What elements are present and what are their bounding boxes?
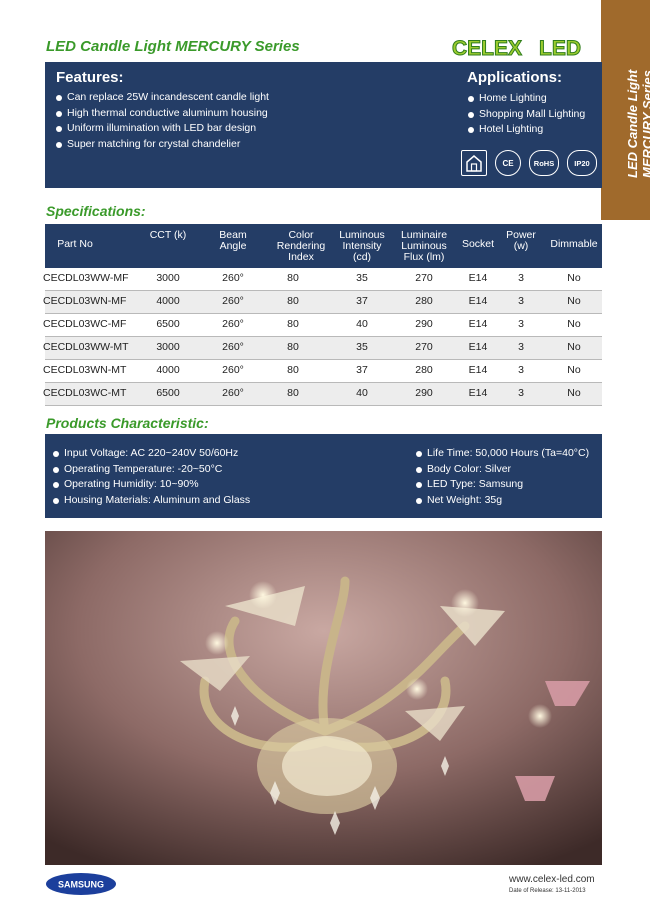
power-cell: 3 [518,364,524,376]
socket-cell: E14 [468,272,488,284]
characteristic-item: Body Color: Silver [415,462,589,478]
flux-cell: 270 [415,341,433,353]
characteristic-item: Housing Materials: Aluminum and Glass [52,493,250,509]
dimmable-cell: No [567,364,581,376]
svg-text:LED: LED [539,37,581,60]
side-tab-line-1: LED Candle Light [625,69,640,178]
column-header: Dimmable [550,238,598,250]
spec-table-body [45,268,602,406]
socket-cell: E14 [468,295,488,307]
table-row [45,337,602,360]
applications-heading: Applications: [467,69,563,86]
flux-cell: 270 [415,272,433,284]
application-item: Shopping Mall Lighting [467,107,585,123]
applications-list [467,91,585,138]
column-header: Luminous Intensity (cd) [339,229,385,263]
series-side-tab [601,0,655,220]
features-panel [45,62,602,188]
characteristics-right-list [415,446,589,508]
dimmable-cell: No [567,387,581,399]
table-row [45,314,602,337]
characteristics-panel [45,434,602,518]
samsung-logo [45,872,117,896]
flux-cell: 280 [415,364,433,376]
application-item: Home Lighting [467,91,585,107]
cct-cell: 4000 [156,364,180,376]
socket-cell: E14 [468,364,488,376]
dimmable-cell: No [567,295,581,307]
feature-item: Super matching for crystal chandelier [55,137,269,153]
flux-cell: 280 [415,295,433,307]
beam-angle-cell: 260° [222,387,244,399]
characteristic-item: Operating Humidity: 10~90% [52,477,250,493]
part-no-cell: CECDL03WN-MF [43,295,127,307]
table-row [45,383,602,406]
cri-cell: 80 [287,318,299,330]
cct-cell: 6500 [156,387,180,399]
features-list [55,90,269,152]
part-no-cell: CECDL03WW-MF [43,272,129,284]
part-no-cell: CECDL03WW-MT [43,341,129,353]
samsung-logo-text: SAMSUNG [57,879,105,890]
cct-cell: 4000 [156,295,180,307]
intensity-cell: 37 [356,364,368,376]
svg-text:CELEX: CELEX [452,37,523,60]
flux-cell: 290 [415,387,433,399]
intensity-cell: 35 [356,341,368,353]
column-header: Beam Angle [219,229,247,252]
dimmable-cell: No [567,272,581,284]
beam-angle-cell: 260° [222,295,244,307]
side-tab-line-2: MERCURY Series [640,70,655,178]
cri-cell: 80 [287,341,299,353]
socket-cell: E14 [468,318,488,330]
characteristics-heading: Products Characteristic: [46,415,209,431]
power-cell: 3 [518,272,524,284]
table-row [45,268,602,291]
dimmable-cell: No [567,341,581,353]
power-cell: 3 [518,295,524,307]
column-header: Color Rendering Index [276,229,326,263]
power-cell: 3 [518,318,524,330]
part-no-cell: CECDL03WC-MF [43,318,127,330]
characteristic-item: Input Voltage: AC 220~240V 50/60Hz [52,446,250,462]
features-heading: Features: [56,69,124,86]
cri-cell: 80 [287,364,299,376]
column-header: CCT (k) [149,229,187,241]
release-date: Date of Release: 13-11-2013 [509,888,586,894]
celex-led-logo [450,34,595,60]
rohs-icon: RoHS [529,150,559,176]
intensity-cell: 37 [356,295,368,307]
socket-cell: E14 [468,341,488,353]
cri-cell: 80 [287,272,299,284]
dimmable-cell: No [567,318,581,330]
column-header: Luminaire Luminous Flux (lm) [400,229,448,263]
table-row [45,291,602,314]
page-title: LED Candle Light MERCURY Series [46,38,300,55]
feature-item: Uniform illumination with LED bar design [55,121,269,137]
cri-cell: 80 [287,295,299,307]
beam-angle-cell: 260° [222,364,244,376]
beam-angle-cell: 260° [222,341,244,353]
characteristic-item: Life Time: 50,000 Hours (Ta=40°C) [415,446,589,462]
table-row [45,360,602,383]
characteristic-item: Net Weight: 35g [415,493,589,509]
column-header: Socket [461,238,495,250]
cct-cell: 6500 [156,318,180,330]
ce-mark-icon: CE [495,150,521,176]
cri-cell: 80 [287,387,299,399]
cct-cell: 3000 [156,272,180,284]
column-header: Part No [57,238,93,250]
beam-angle-cell: 260° [222,318,244,330]
beam-angle-cell: 260° [222,272,244,284]
characteristic-item: LED Type: Samsung [415,477,589,493]
side-tab-text [625,70,655,178]
website-link[interactable]: www.celex-led.com [509,874,595,885]
characteristics-left-list [52,446,250,508]
socket-cell: E14 [468,387,488,399]
feature-item: Can replace 25W incandescent candle light [55,90,269,106]
chandelier-photo [45,531,602,865]
certification-icons [461,150,597,176]
feature-item: High thermal conductive aluminum housing [55,106,269,122]
application-item: Hotel Lighting [467,122,585,138]
power-cell: 3 [518,341,524,353]
ip20-icon: IP20 [567,150,597,176]
part-no-cell: CECDL03WC-MT [43,387,127,399]
specifications-heading: Specifications: [46,203,146,219]
house-symbol-icon [461,150,487,176]
power-cell: 3 [518,387,524,399]
flux-cell: 290 [415,318,433,330]
intensity-cell: 40 [356,318,368,330]
intensity-cell: 35 [356,272,368,284]
column-header: Power (w) [506,229,536,252]
spec-table-header [45,224,602,268]
intensity-cell: 40 [356,387,368,399]
cct-cell: 3000 [156,341,180,353]
part-no-cell: CECDL03WN-MT [43,364,127,376]
characteristic-item: Operating Temperature: -20~50°C [52,462,250,478]
